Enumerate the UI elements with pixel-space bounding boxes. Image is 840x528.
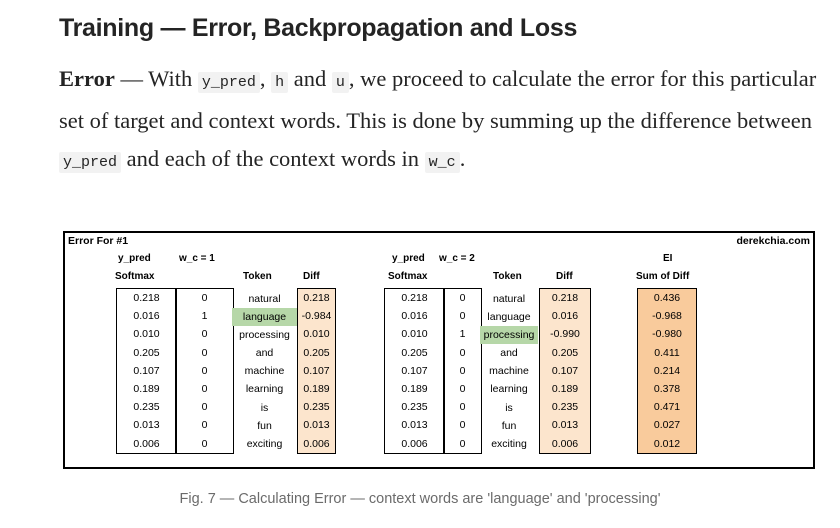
- diff-cell: 0.189: [303, 382, 330, 395]
- diff-cell: 0.016: [551, 310, 579, 323]
- wc-cell: 0: [201, 364, 208, 377]
- ei-header: EI: [663, 253, 673, 264]
- right-token-header: Token: [493, 271, 522, 282]
- token-cell: is: [505, 401, 513, 414]
- right-token-column: [480, 290, 538, 454]
- left-token-column: [232, 290, 297, 454]
- ei-cell: 0.436: [653, 292, 681, 304]
- wc-cell: 0: [201, 437, 208, 450]
- right-diff-header: Diff: [556, 271, 573, 282]
- wc-cell: 1: [459, 328, 466, 341]
- sum-of-diff-header: Sum of Diff: [636, 271, 690, 282]
- softmax-cell: 0.016: [401, 310, 428, 323]
- para-text-6: .: [459, 146, 466, 171]
- ei-cell: 0.214: [653, 364, 681, 377]
- diff-cell: 0.235: [551, 401, 579, 414]
- diff-cell: 0.189: [551, 382, 579, 395]
- diff-cell: 0.013: [551, 419, 579, 432]
- softmax-cell: 0.205: [401, 346, 428, 359]
- token-cell: natural: [492, 292, 526, 305]
- ei-cell: 0.471: [653, 401, 681, 414]
- ei-column: [637, 288, 697, 454]
- diff-cell: 0.006: [551, 437, 579, 450]
- softmax-cell: 0.107: [401, 364, 428, 377]
- softmax-cell: 0.235: [133, 401, 160, 414]
- softmax-cell: 0.006: [133, 437, 160, 450]
- token-cell: exciting: [491, 438, 527, 450]
- softmax-cell: 0.218: [401, 292, 428, 304]
- code-y-pred: y_pred: [198, 72, 260, 93]
- wc-cell: 0: [201, 292, 208, 304]
- token-cell: natural: [248, 292, 281, 305]
- token-cell: fun: [257, 419, 272, 432]
- softmax-cell: 0.189: [133, 382, 160, 395]
- para-text-2: ,: [259, 66, 272, 91]
- wc-cell: 0: [459, 292, 466, 304]
- softmax-cell: 0.205: [133, 346, 160, 359]
- token-cell: language: [487, 310, 531, 323]
- left-diff-column: [297, 288, 336, 454]
- para-text-1: — With: [114, 66, 198, 91]
- wc-cell: 0: [459, 382, 466, 395]
- softmax-cell: 0.013: [401, 419, 428, 432]
- error-term: Error: [59, 66, 115, 91]
- left-diff-header: Diff: [303, 271, 320, 282]
- right-diff-column: [539, 288, 591, 454]
- wc-cell: 0: [459, 346, 466, 359]
- token-cell: and: [255, 347, 274, 360]
- diff-cell: 0.218: [303, 292, 330, 304]
- token-cell: fun: [501, 419, 517, 432]
- wc-cell: 0: [201, 419, 208, 432]
- diff-cell: -0.984: [301, 310, 332, 323]
- diff-cell: 0.107: [551, 364, 579, 377]
- wc-cell: 1: [201, 310, 208, 323]
- token-cell: machine: [244, 365, 285, 378]
- code-w-c: w_c: [425, 152, 460, 173]
- error-figure: [63, 231, 815, 469]
- figure-title: Error For #1: [68, 235, 129, 247]
- right-ypred-header: y_pred: [392, 253, 425, 264]
- softmax-cell: 0.016: [133, 310, 160, 323]
- wc-cell: 0: [459, 401, 466, 414]
- para-text-5: and each of the context words in: [121, 146, 425, 171]
- para-text-3: and: [288, 66, 332, 91]
- token-cell: exciting: [246, 438, 283, 450]
- wc-cell: 0: [201, 382, 208, 395]
- diff-cell: 0.235: [303, 401, 330, 414]
- diff-cell: 0.010: [303, 328, 330, 341]
- softmax-cell: 0.010: [133, 328, 160, 341]
- left-wc-column: [175, 288, 234, 454]
- code-h: h: [271, 72, 288, 93]
- right-wc-header: w_c = 2: [439, 253, 475, 264]
- code-u: u: [332, 72, 349, 93]
- diff-cell: 0.218: [551, 292, 579, 304]
- code-y-pred-2: y_pred: [59, 152, 121, 173]
- wc-cell: 0: [201, 328, 208, 341]
- token-cell: learning: [490, 383, 528, 396]
- diff-cell: 0.205: [303, 346, 330, 359]
- para-text-4: , we proceed to calculate the error for this particular set of target and context words. This is done by summing up the difference between: [59, 66, 817, 133]
- right-softmax-header: Softmax: [388, 271, 428, 282]
- softmax-cell: 0.006: [401, 437, 428, 450]
- token-cell: language: [232, 308, 297, 326]
- token-cell: machine: [489, 365, 529, 378]
- wc-cell: 0: [459, 310, 466, 323]
- diff-cell: 0.205: [551, 346, 579, 359]
- softmax-cell: 0.010: [401, 328, 428, 341]
- ei-cell: -0.968: [652, 310, 682, 323]
- diff-cell: -0.990: [550, 328, 580, 341]
- ei-cell: 0.012: [653, 437, 681, 450]
- wc-cell: 0: [201, 346, 208, 359]
- wc-cell: 0: [201, 401, 208, 414]
- section-heading: Training — Error, Backpropagation and Loss: [59, 14, 578, 42]
- ei-cell: 0.411: [654, 346, 680, 359]
- token-cell: and: [500, 347, 518, 360]
- left-wc-header: w_c = 1: [179, 253, 215, 264]
- figure-caption: Fig. 7 — Calculating Error — context words are 'language' and 'processing': [179, 491, 661, 507]
- softmax-cell: 0.013: [133, 419, 160, 432]
- wc-cell: 0: [459, 437, 466, 450]
- softmax-cell: 0.235: [401, 401, 428, 414]
- left-ypred-header: y_pred: [118, 253, 151, 264]
- right-wc-column: [443, 288, 482, 454]
- softmax-cell: 0.107: [133, 364, 160, 377]
- token-cell: processing: [480, 326, 538, 344]
- left-softmax-column: [116, 288, 177, 454]
- ei-cell: 0.027: [653, 419, 681, 432]
- diff-cell: 0.107: [303, 364, 330, 377]
- softmax-cell: 0.189: [401, 382, 428, 395]
- ei-cell: 0.378: [653, 382, 681, 395]
- token-cell: is: [260, 401, 269, 414]
- error-paragraph: [59, 60, 819, 182]
- token-cell: processing: [239, 328, 290, 341]
- left-token-header: Token: [243, 271, 272, 282]
- right-softmax-column: [384, 288, 445, 454]
- wc-cell: 0: [459, 364, 466, 377]
- figure-credit: derekchia.com: [736, 235, 810, 247]
- left-softmax-header: Softmax: [115, 271, 155, 282]
- diff-cell: 0.013: [303, 419, 330, 432]
- softmax-cell: 0.218: [133, 292, 160, 304]
- ei-cell: -0.980: [652, 328, 682, 341]
- wc-cell: 0: [459, 419, 466, 432]
- diff-cell: 0.006: [303, 437, 330, 450]
- token-cell: learning: [245, 383, 284, 396]
